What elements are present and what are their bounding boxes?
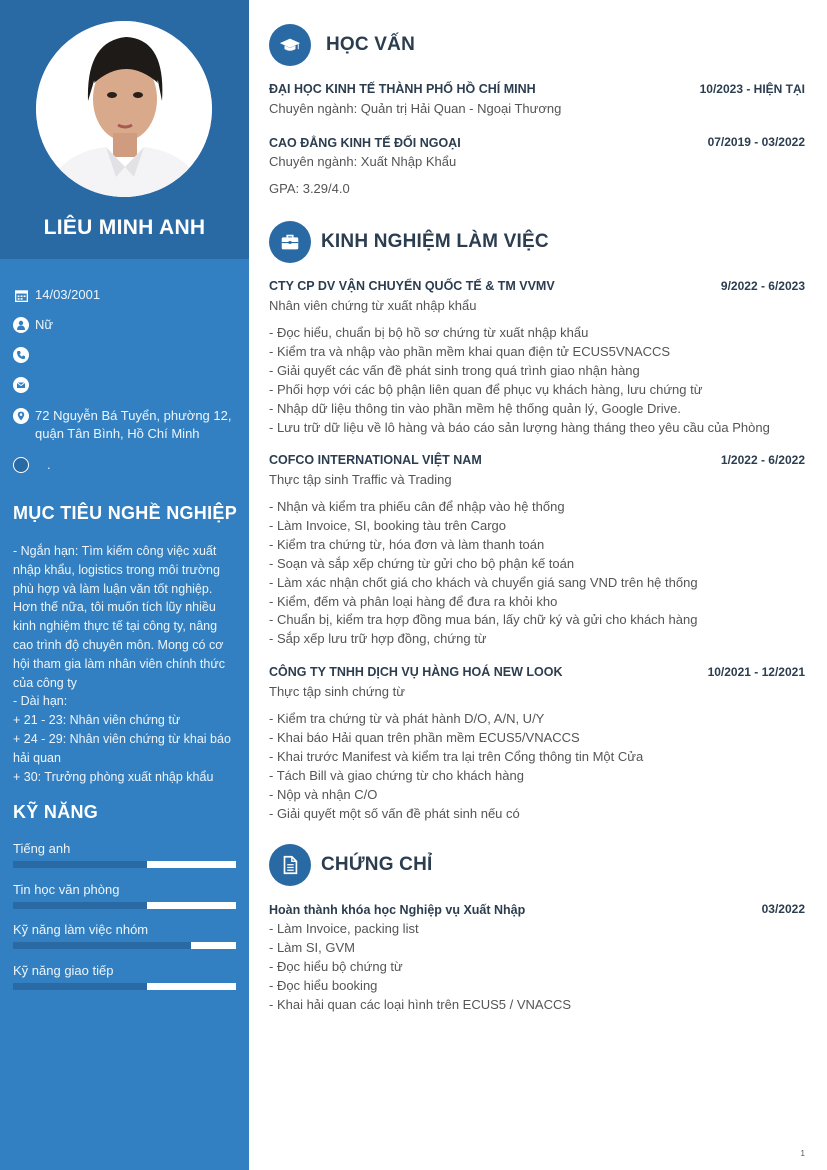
bullet-item: - Khai trước Manifest và kiểm tra lại trên Cổng thông tin Một Cửa	[269, 748, 644, 764]
certificates-heading: CHỨNG CHỈ	[321, 854, 433, 875]
location-pin-icon	[13, 408, 29, 424]
bullet-item: - Làm Invoice, packing list	[269, 921, 419, 936]
education-gpa: GPA: 3.29/4.0	[269, 181, 350, 196]
experience-role: Nhân viên chứng từ xuất nhập khẩu	[269, 298, 477, 313]
bullet-item: - Sắp xếp lưu trữ hợp đồng, chứng từ	[269, 631, 487, 647]
skill-label: Tiếng anh	[13, 841, 71, 856]
skill-label: Kỹ năng giao tiếp	[13, 963, 114, 978]
address-row	[13, 407, 238, 443]
person-icon	[13, 317, 29, 333]
experience-date: 9/2022 - 6/2023	[720, 279, 805, 293]
website-text: .	[47, 457, 51, 472]
calendar-icon	[13, 287, 29, 303]
bullet-item: - Làm Invoice, SI, booking tàu trên Cargo	[269, 517, 507, 533]
skill-level-fill	[13, 861, 147, 868]
experience-bullets	[269, 498, 805, 649]
skill-level-bar	[13, 861, 236, 868]
profile-header	[0, 0, 249, 259]
bullet-item: - Nhận và kiểm tra phiếu cân để nhập vào hệ thống	[269, 499, 565, 514]
education-major: Chuyên ngành: Quản trị Hải Quan - Ngoại Thương	[269, 101, 562, 116]
gender-row	[13, 316, 238, 334]
skill-item	[13, 963, 236, 990]
bullet-item: - Làm xác nhận chốt giá cho khách và chuyển giá sang VND trên hệ thống	[269, 574, 698, 590]
skill-item	[13, 882, 236, 909]
experience-role: Thực tập sinh chứng từ	[269, 684, 405, 699]
bullet-item: - Nhập dữ liệu thông tin vào phần mềm hệ thống quản lý, Google Drive.	[269, 400, 681, 416]
bullet-item: - Đọc hiểu, chuẩn bị bộ hồ sơ chứng từ xuất nhập khẩu	[269, 325, 589, 340]
education-school: CAO ĐẲNG KINH TẾ ĐỐI NGOẠI	[269, 136, 461, 150]
objective-heading: MỤC TIÊU NGHỀ NGHIỆP	[13, 503, 238, 523]
bullet-item: - Kiểm, đếm và phân loại hàng để đưa ra khỏi kho	[269, 593, 558, 609]
skills-heading: KỸ NĂNG	[13, 802, 99, 822]
avatar	[36, 21, 212, 197]
bullet-item: - Kiểm tra chứng từ, hóa đơn và làm thanh toán	[269, 536, 545, 552]
web-icon	[13, 457, 29, 473]
certificate-bullets	[269, 920, 805, 1015]
skill-level-fill	[13, 983, 147, 990]
bullet-item: - Đọc hiểu booking	[269, 977, 378, 993]
skill-level-fill	[13, 942, 191, 949]
bullet-item: - Kiểm tra và nhập vào phần mềm khai quan điện tử ECUS5VNACCS	[269, 343, 671, 359]
experience-date: 10/2021 - 12/2021	[707, 665, 805, 679]
birthdate-text: 14/03/2001	[35, 287, 101, 302]
email-row	[13, 376, 238, 393]
skill-label: Kỹ năng làm việc nhóm	[13, 922, 149, 937]
bullet-item: - Kiểm tra chứng từ và phát hành D/O, A/N, U/Y	[269, 711, 545, 726]
experience-role: Thực tập sinh Traffic và Trading	[269, 472, 452, 487]
certificate-date: 03/2022	[761, 902, 805, 916]
skill-level-bar	[13, 902, 236, 909]
experience-company: CÔNG TY TNHH DỊCH VỤ HÀNG HOÁ NEW LOOK	[269, 665, 563, 679]
skill-label: Tin học văn phòng	[13, 882, 120, 897]
experience-company: CTY CP DV VẬN CHUYỂN QUỐC TẾ & TM VVMV	[269, 279, 555, 293]
experience-date: 1/2022 - 6/2022	[720, 453, 805, 467]
full-name: LIÊU MINH ANH	[43, 216, 206, 239]
bullet-item: - Làm SI, GVM	[269, 939, 355, 955]
document-icon	[269, 844, 311, 886]
experience-company: COFCO INTERNATIONAL VIỆT NAM	[269, 453, 482, 467]
experience-bullets	[269, 324, 805, 437]
phone-row	[13, 346, 238, 363]
sidebar	[0, 0, 249, 1170]
skill-item	[13, 922, 236, 949]
objective-text: - Ngắn hạn: Tìm kiếm công việc xuất nhập khẩu, logistics trong môi trường phù hợp và làm luận văn tốt nghiệp. Hơn thế nữa, tôi muốn tích lũy nhiều kinh nghiệm thực tế tại công ty, nâng cao trình độ chuyên môn. Mong có cơ hội tham gia làm nhân viên chính thức của công ty - Dài hạn: + 21 - 23: Nhân viên chứng từ + 24 - 29: Nhân viên chứng từ khai báo hải quan + 30: Trưởng phòng xuất nhập khẩu	[13, 544, 231, 784]
bullet-item: - Khai hải quan các loại hình trên ECUS5 / VNACCS	[269, 996, 572, 1012]
experience-bullets	[269, 710, 805, 823]
briefcase-icon	[269, 221, 311, 263]
bullet-item: - Giải quyết các vấn đề phát sinh trong quá trình giao nhận hàng	[269, 362, 640, 378]
education-date: 10/2023 - HIỆN TẠI	[699, 82, 805, 96]
birthdate-row	[13, 286, 238, 304]
email-icon	[13, 377, 29, 393]
education-date: 07/2019 - 03/2022	[707, 135, 805, 149]
bullet-item: - Nộp và nhận C/O	[269, 786, 378, 802]
bullet-item: - Giải quyết một số vấn đề phát sinh nếu có	[269, 805, 520, 821]
address-text: 72 Nguyễn Bá Tuyển, phường 12, quận Tân Bình, Hồ Chí Minh	[35, 408, 232, 441]
skill-item	[13, 841, 236, 868]
bullet-item: - Chuẩn bị, kiểm tra hợp đồng mua bán, lấy chữ ký và gửi cho khách hàng	[269, 612, 698, 628]
bullet-item: - Đọc hiểu bộ chứng từ	[269, 958, 403, 974]
bullet-item: - Tách Bill và giao chứng từ cho khách hàng	[269, 767, 524, 783]
skill-level-bar	[13, 983, 236, 990]
page-number: 1	[800, 1149, 805, 1158]
experience-heading: KINH NGHIỆM LÀM VIỆC	[321, 231, 549, 252]
skill-level-bar	[13, 942, 236, 949]
bullet-item: - Phối hợp với các bộ phận liên quan để phục vụ khách hàng, lưu chứng từ	[269, 381, 703, 397]
education-school: ĐẠI HỌC KINH TẾ THÀNH PHỐ HỒ CHÍ MINH	[269, 82, 536, 96]
bullet-item: - Khai báo Hải quan trên phần mềm ECUS5/VNACCS	[269, 729, 580, 745]
graduation-cap-icon	[269, 24, 311, 66]
certificate-title: Hoàn thành khóa học Nghiệp vụ Xuất Nhập	[269, 903, 526, 917]
website-row	[13, 456, 238, 474]
phone-icon	[13, 347, 29, 363]
education-major: Chuyên ngành: Xuất Nhập Khẩu	[269, 154, 457, 169]
skill-level-fill	[13, 902, 147, 909]
gender-text: Nữ	[35, 317, 54, 332]
education-heading: HỌC VẤN	[326, 34, 416, 55]
bullet-item: - Soạn và sắp xếp chứng từ gửi cho bộ phận kế toán	[269, 555, 575, 571]
bullet-item: - Lưu trữ dữ liệu về lô hàng và báo cáo sản lượng hàng tháng theo yêu cầu của Phòng	[269, 419, 770, 435]
